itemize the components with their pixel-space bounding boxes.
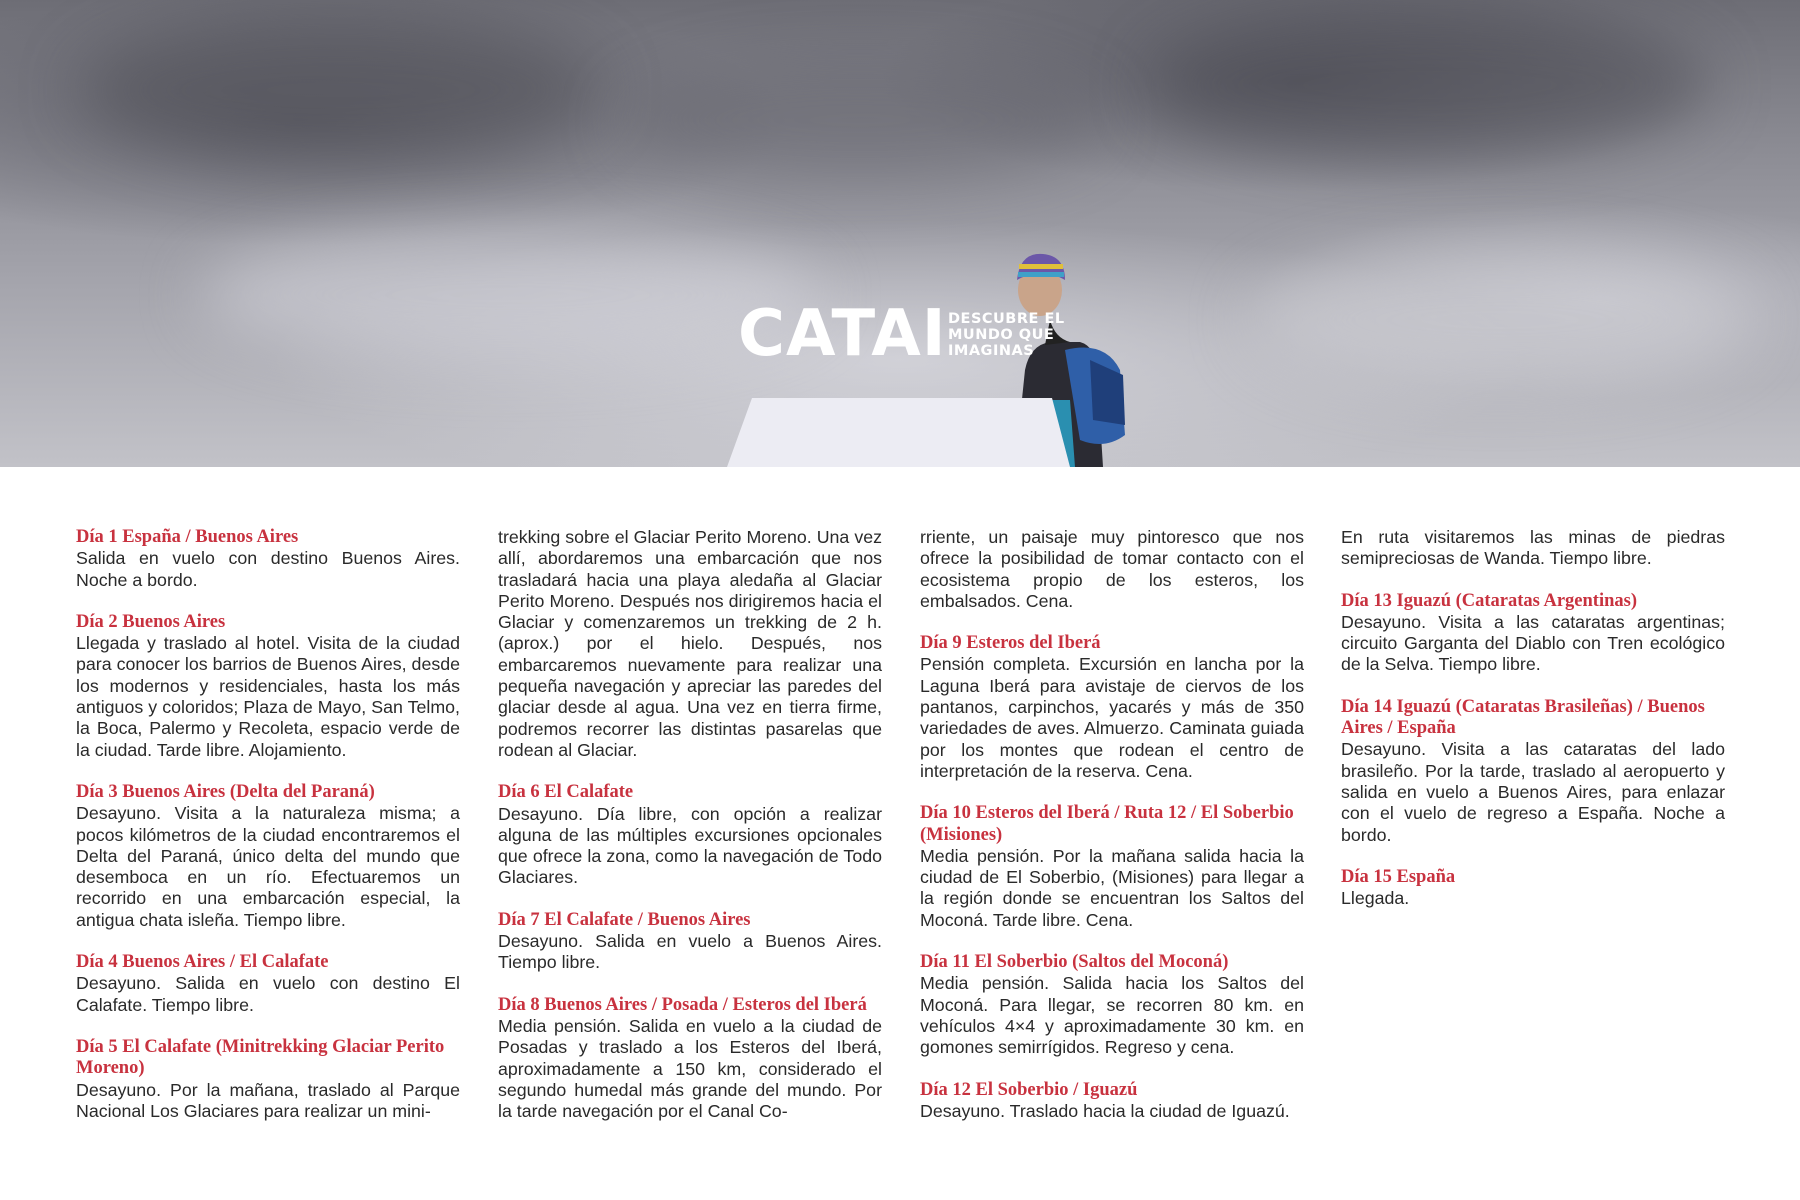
brand-logo: CATAI [738, 297, 947, 371]
itinerary-day [498, 995, 882, 1123]
itinerary-content [0, 467, 1800, 1200]
itinerary-day [498, 782, 882, 888]
day-title: Día 9 Esteros del Iberá [920, 633, 1101, 654]
day-description: Desayuno. Día libre, con opción a realizar alguna de las múltiples excursiones opcionales que ofrece la zona, como la navegación de Todo Glaciares. [498, 803, 882, 888]
day-title: Día 2 Buenos Aires [76, 611, 226, 632]
itinerary-day [1341, 697, 1725, 846]
day-description: rriente, un paisaje muy pintoresco que nos ofrece la posibilidad de tomar contacto con el ecosistema propio de los esteros, los embalsados. Cena. [920, 527, 1304, 611]
itinerary-day [920, 633, 1304, 782]
itinerary-day [76, 952, 460, 1016]
itinerary-day [920, 527, 1304, 612]
itinerary-day [920, 803, 1304, 931]
day-title: Día 1 España / Buenos Aires [76, 527, 299, 547]
itinerary-day [498, 910, 882, 974]
itinerary-day [1341, 867, 1725, 910]
itinerary-day [76, 782, 460, 931]
day-description: Desayuno. Visita a la naturaleza misma; a pocos kilómetros de la ciudad encontraremos el Delta del Paraná, único delta del mundo que desemboca en un río. Efectuaremos un recorrido en una embarcación especial, la antigua chata isleña. Tiempo libre. [76, 803, 460, 930]
day-title: Día 3 Buenos Aires (Delta del Paraná) [76, 781, 375, 802]
itinerary-column [76, 527, 460, 1143]
itinerary-day [498, 527, 882, 761]
day-description: Salida en vuelo con destino Buenos Aires. Noche a bordo. [76, 548, 460, 590]
tagline-line: DESCUBRE EL [948, 311, 1065, 327]
day-title: Día 13 Iguazú (Cataratas Argentinas) [1341, 590, 1637, 611]
day-description: trekking sobre el Glaciar Perito Moreno. Una vez allí, abordaremos una embarcación que nos trasladará hacia una playa aledaña al Glaciar Perito Moreno. Después nos dirigiremos hacia el Glaciar y comenzaremos un trekking de 2 h. (aprox.) por el hielo. Después, nos embarcaremos nuevamente para realizar una pequeña navegación y apreciar las paredes del glaciar desde al agua. Una vez en tierra firme, podremos recorrer las distintas pasarelas que rodean al Glaciar. [498, 527, 882, 760]
day-title: Día 15 España [1341, 866, 1456, 887]
itinerary-day [920, 1080, 1304, 1123]
itinerary-day [1341, 527, 1725, 570]
day-description: Pensión completa. Excursión en lancha por la Laguna Iberá para avistaje de ciervos de los pantanos, carpinchos, yacarés y más de 350 variedades de aves. Almuerzo. Caminata guiada por los montes que rodean el centro de interpretación de la reserva. Cena. [920, 654, 1304, 781]
day-description: Llegada. [1341, 888, 1410, 909]
day-title: Día 5 El Calafate (Minitrekking Glaciar Perito Moreno) [76, 1036, 445, 1079]
day-title: Día 8 Buenos Aires / Posada / Esteros del Iberá [498, 994, 867, 1015]
itinerary-day [76, 1037, 460, 1122]
day-title: Día 11 El Soberbio (Saltos del Moconá) [920, 952, 1229, 973]
hero-photo [0, 0, 1800, 467]
day-title: Día 10 Esteros del Iberá / Ruta 12 / El Soberbio (Misiones) [920, 803, 1294, 845]
tagline-line: IMAGINAS [948, 343, 1035, 359]
day-description: Desayuno. Visita a las cataratas del lado brasileño. Por la tarde, traslado al aeropuerto y salida en vuelo a Buenos Aires, para enlazar con el vuelo de regreso a España. Noche a bordo. [1341, 739, 1725, 845]
itinerary-day [1341, 591, 1725, 676]
day-title: Día 4 Buenos Aires / El Calafate [76, 952, 329, 973]
day-description: En ruta visitaremos las minas de piedras semipreciosas de Wanda. Tiempo libre. [1341, 527, 1725, 569]
day-description: Desayuno. Traslado hacia la ciudad de Iguazú. [920, 1100, 1290, 1121]
day-description: Desayuno. Visita a las cataratas argentinas; circuito Garganta del Diablo con Tren ecológico de la Selva. Tiempo libre. [1341, 611, 1725, 675]
day-description: Llegada y traslado al hotel. Visita de la ciudad para conocer los barrios de Buenos Aires, desde los modernos y residenciales, hasta los más antiguos y coloridos; Plaza de Mayo, San Telmo, la Boca, Palermo y Recoleta, espacio verde de la ciudad. Tarde libre. Alojamiento. [76, 633, 460, 760]
itinerary-column [1341, 527, 1725, 930]
day-title: Día 12 El Soberbio / Iguazú [920, 1079, 1138, 1100]
day-description: Desayuno. Por la mañana, traslado al Parque Nacional Los Glaciares para realizar un mini- [76, 1079, 460, 1121]
itinerary-day [76, 527, 460, 591]
day-description: Desayuno. Salida en vuelo a Buenos Aires. Tiempo libre. [498, 931, 882, 973]
day-description: Media pensión. Por la mañana salida hacia la ciudad de El Soberbio, (Misiones) para llegar a la región donde se encuentran los Saltos del Moconá. Tarde libre. Cena. [920, 845, 1304, 930]
day-title: Día 14 Iguazú (Cataratas Brasileñas) / Buenos Aires / España [1341, 696, 1705, 739]
day-title: Día 7 El Calafate / Buenos Aires [498, 909, 751, 930]
day-title: Día 6 El Calafate [498, 782, 634, 803]
itinerary-column [920, 527, 1304, 1143]
day-description: Media pensión. Salida hacia los Saltos del Moconá. Para llegar, se recorren 80 km. en vehículos 4×4 y aproximadamente 30 km. en gomones semirrígidos. Regreso y cena. [920, 973, 1304, 1058]
itinerary-column [498, 527, 882, 1143]
tagline-line: MUNDO QUE [948, 327, 1055, 343]
itinerary-day [920, 952, 1304, 1058]
itinerary-day [76, 612, 460, 761]
page-tab-shape [0, 0, 1800, 467]
brand-tagline [948, 311, 1083, 359]
day-description: Desayuno. Salida en vuelo con destino El Calafate. Tiempo libre. [76, 973, 460, 1015]
day-description: Media pensión. Salida en vuelo a la ciudad de Posadas y traslado a los Esteros del Iberá, aproximadamente a 150 km, considerado el segundo humedal más grande del mundo. Por la tarde navegación por el Canal Co- [498, 1015, 882, 1122]
